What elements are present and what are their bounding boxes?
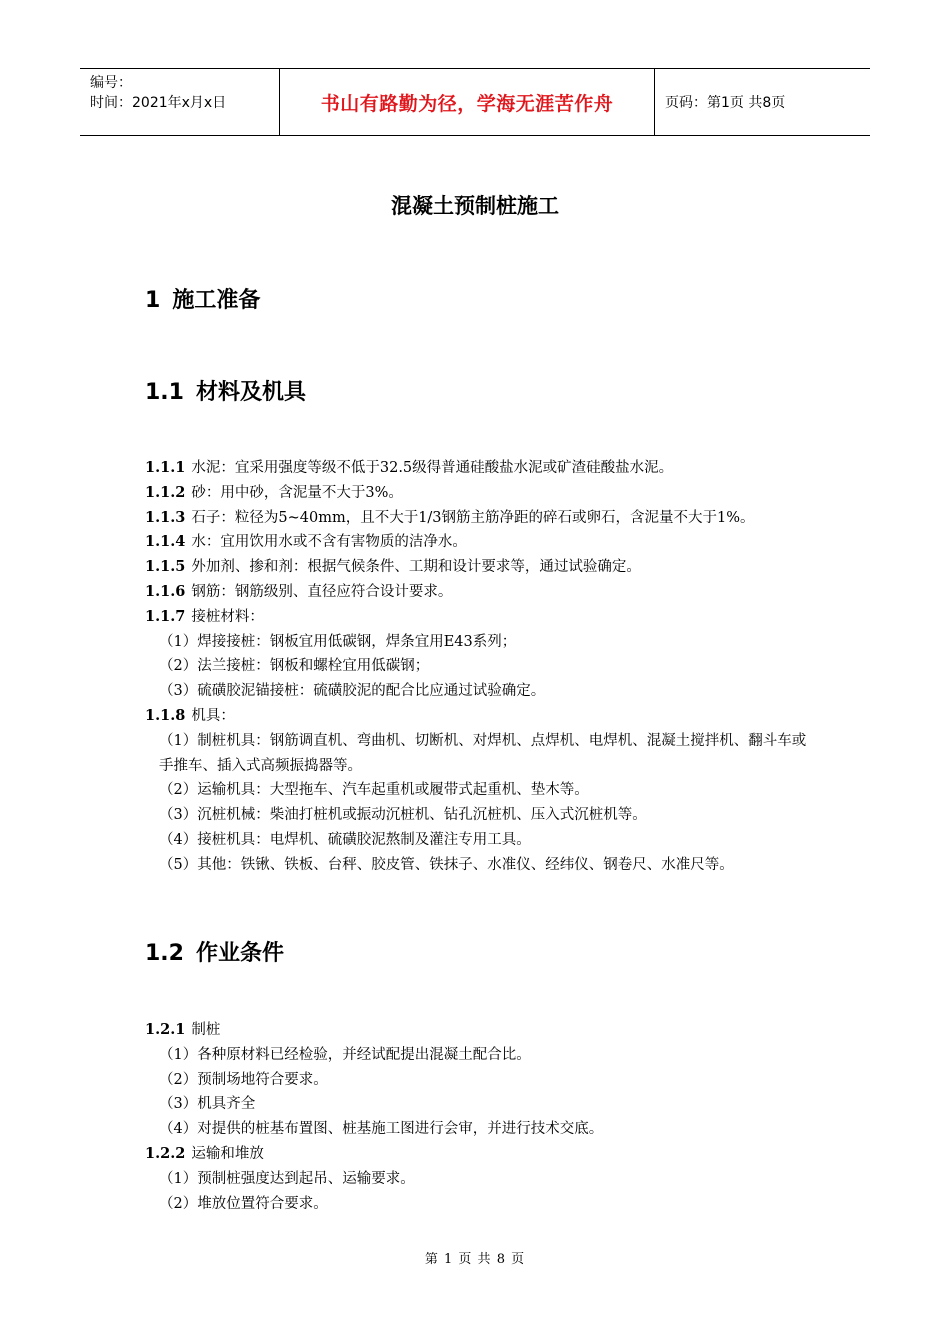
list-item: （2）运输机具：大型拖车、汽车起重机或履带式起重机、垫木等。 [159,782,589,799]
list-item: （5）其他：铁锹、铁板、台秤、胶皮管、铁抹子、水准仪、经纬仪、钢卷尺、水准尺等。 [159,856,734,873]
list-item: （3）机具齐全 [159,1096,256,1113]
clause-number: 1.2.1 [145,1021,186,1038]
date-line: 时间：2021年x月x日 [90,95,227,111]
clause-text: 砂：用中砂，含泥量不大于3%。 [191,484,403,501]
clause-text: 水：宜用饮用水或不含有害物质的洁净水。 [191,534,467,551]
clause-1-1-6 [145,580,815,605]
clause-1-1-7 [145,605,815,630]
list-item: （3）沉桩机械：柴油打桩机或振动沉桩机、钻孔沉桩机、压入式沉桩机等。 [159,807,647,824]
section-heading-1-2 [145,936,284,967]
list-item: （1）制桩机具：钢筋调直机、弯曲机、切断机、对焊机、点焊机、电焊机、混凝土搅拌机、翻斗车或手推车、插入式高频振捣器等。 [159,732,807,774]
list-item: （3）硫磺胶泥锚接桩：硫磺胶泥的配合比应通过试验确定。 [159,683,546,700]
list-item: （1）焊接接桩：钢板宜用低碳钢，焊条宜用E43系列； [159,633,517,650]
page-header [80,68,870,136]
clause-1-1-1 [145,456,815,481]
list-item: （4）接桩机具：电焊机、硫磺胶泥熬制及灌注专用工具。 [159,831,531,848]
clause-text: 运输和堆放 [191,1145,264,1162]
list-item: （2）法兰接桩：钢板和螺栓宜用低碳钢； [159,658,430,675]
clause-1-1-3 [145,506,815,531]
section-heading-1 [145,283,260,314]
clause-number: 1.1.7 [145,607,186,625]
clause-text: 石子：粒径为5~40mm，且不大于1/3钢筋主筋净距的碎石或卵石，含泥量不大于1%。 [191,509,755,526]
clause-1-1-5 [145,555,815,580]
conditions-block [145,1018,815,1216]
clause-text: 水泥：宜采用强度等级不低于32.5级得普通硅酸盐水泥或矿渣硅酸盐水泥。 [191,460,674,476]
clause-1-2-1 [145,1018,815,1043]
section-title: 作业条件 [195,941,284,966]
page-footer: 第 1 页 共 8 页 [424,1252,526,1267]
clause-number: 1.1.2 [145,483,186,501]
list-item: （1）预制桩强度达到起吊、运输要求。 [159,1170,415,1187]
header-motto: 书山有路勤为径，学海无涯苦作舟 [280,69,655,135]
clause-text: 接桩材料： [191,608,264,625]
clause-number: 1.1.3 [145,508,186,526]
clause-1-1-4 [145,530,815,555]
materials-block [145,456,815,878]
clause-number: 1.1.5 [145,558,186,576]
section-title: 材料及机具 [195,380,306,405]
clause-text: 机具： [191,707,235,724]
list-item: （1）各种原材料已经检验，并经试配提出混凝土配合比。 [159,1046,531,1063]
clause-1-1-2 [145,481,815,506]
code-label: 编号： [90,75,132,91]
list-item: （2）预制场地符合要求。 [159,1071,328,1088]
document-title: 混凝土预制桩施工 [391,194,559,218]
section-number: 1.2 [145,941,184,966]
list-item: （2）堆放位置符合要求。 [159,1195,328,1212]
header-meta [80,69,280,135]
list-item: （4）对提供的桩基布置图、桩基施工图进行会审，并进行技术交底。 [159,1121,604,1138]
section-number: 1 [145,288,161,313]
section-title: 施工准备 [172,288,261,313]
section-number: 1.1 [145,380,184,405]
header-page-info: 页码：第1页 共8页 [665,95,786,111]
clause-text: 制桩 [191,1022,221,1038]
clause-number: 1.1.4 [145,533,186,551]
clause-number: 1.1.1 [145,459,186,476]
clause-1-1-8 [145,704,815,729]
clause-number: 1.2.2 [145,1144,186,1162]
clause-1-2-2 [145,1142,815,1167]
section-heading-1-1 [145,375,306,406]
clause-text: 外加剂、掺和剂：根据气候条件、工期和设计要求等，通过试验确定。 [191,559,641,576]
clause-number: 1.1.8 [145,706,186,724]
clause-number: 1.1.6 [145,582,186,600]
clause-text: 钢筋：钢筋级别、直径应符合设计要求。 [191,583,453,600]
